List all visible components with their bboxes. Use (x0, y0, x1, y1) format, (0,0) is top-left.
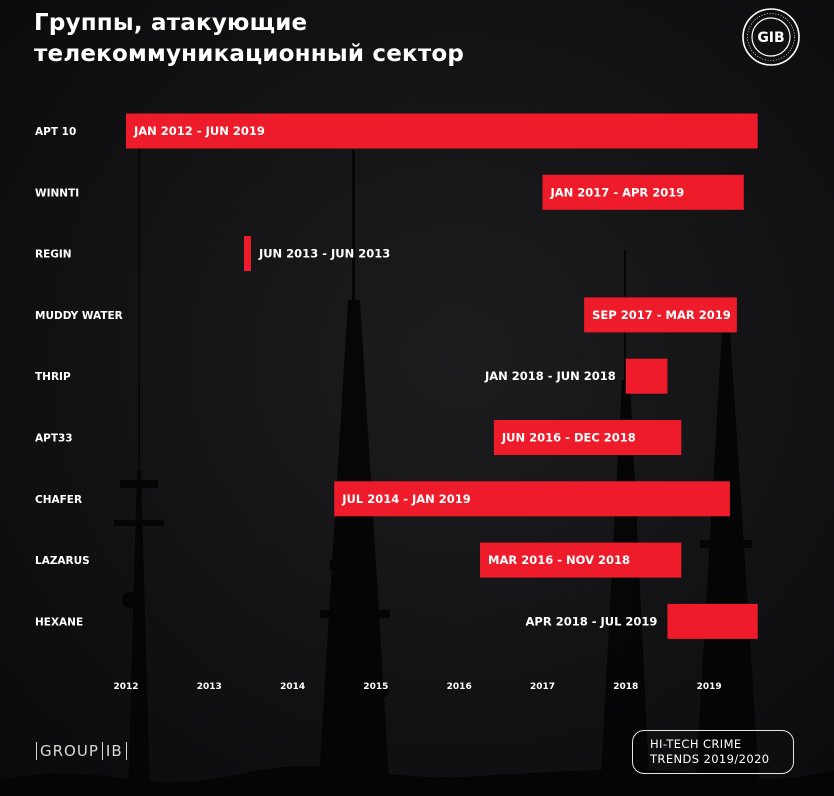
brand-left-text: GROUP (36, 742, 103, 760)
x-tick-2012: 2012 (113, 682, 139, 692)
x-tick-2013: 2013 (196, 682, 222, 692)
bar-label-muddy-water: SEP 2017 - MAR 2019 (592, 307, 731, 322)
report-title-line-1: HI-TECH CRIME (650, 737, 742, 751)
group-label-muddy-water: MUDDY WATER (35, 309, 123, 322)
bar-label-lazarus: MAR 2016 - NOV 2018 (488, 553, 631, 568)
group-label-winnti: WINNTI (35, 187, 80, 200)
bar-label-apt-10: JAN 2012 - JUN 2019 (134, 124, 265, 138)
group-label-apt33: APT33 (35, 432, 73, 445)
bar-regin (244, 236, 251, 271)
bar-label-hexane: APR 2018 - JUL 2019 (525, 614, 658, 629)
group-label-apt-10: APT 10 (35, 126, 77, 138)
x-tick-2016: 2016 (446, 682, 472, 692)
svg-text:GIB: GIB (757, 30, 785, 46)
title-line-1: Группы, атакующие (34, 10, 308, 36)
bar-label-thrip: JAN 2018 - JUN 2018 (484, 369, 616, 384)
x-tick-2017: 2017 (529, 682, 556, 692)
bar-label-regin: JUN 2013 - JUN 2013 (258, 246, 391, 261)
bar-hexane (667, 604, 757, 639)
group-label-thrip: THRIP (35, 371, 71, 384)
x-tick-2018: 2018 (613, 682, 639, 692)
group-label-chafer: CHAFER (35, 493, 83, 506)
bar-label-apt33: JUN 2016 - DEC 2018 (501, 430, 636, 445)
report-badge (632, 730, 794, 774)
x-tick-2015: 2015 (363, 682, 389, 692)
report-title-line-2: TRENDS 2019/2020 (650, 752, 770, 766)
brand-right-text: IB (103, 742, 127, 760)
x-tick-2014: 2014 (280, 682, 306, 692)
title-line-2: телекоммуникационный сектор (34, 41, 465, 67)
bar-label-chafer: JUL 2014 - JAN 2019 (342, 491, 471, 506)
group-label-regin: REGIN (35, 248, 72, 261)
x-tick-2019: 2019 (696, 682, 722, 692)
bar-label-winnti: JAN 2017 - APR 2019 (550, 185, 685, 200)
group-label-hexane: HEXANE (35, 616, 84, 629)
bar-thrip (626, 359, 668, 394)
group-ib-logo (36, 742, 127, 760)
group-label-lazarus: LAZARUS (35, 555, 90, 568)
